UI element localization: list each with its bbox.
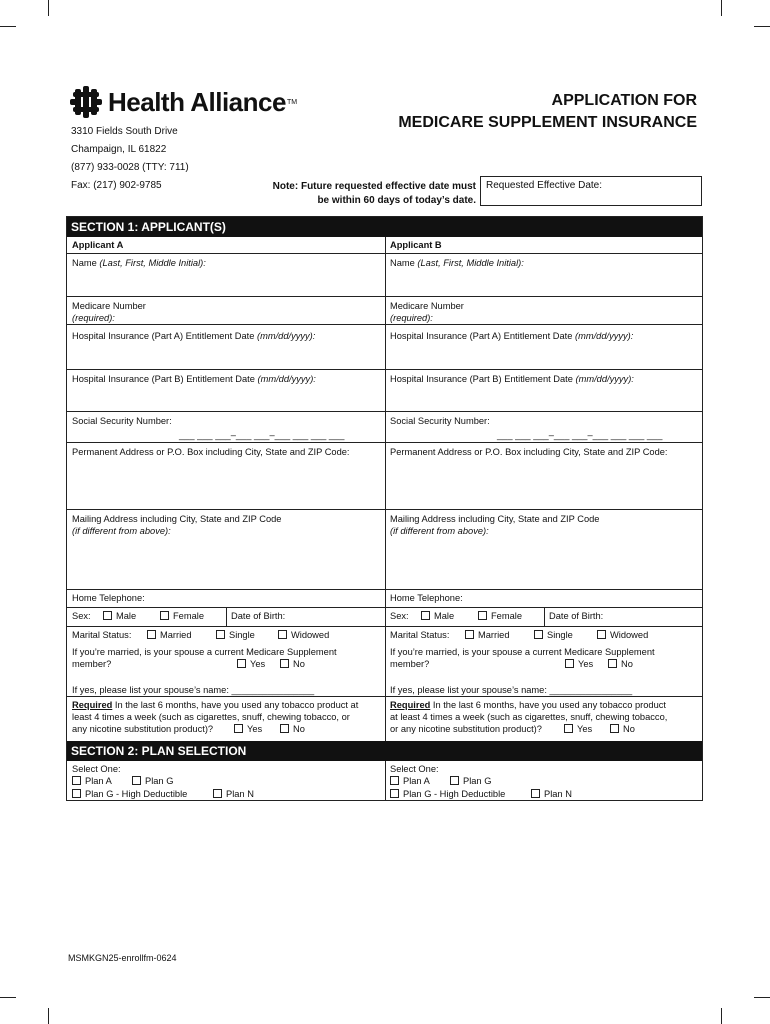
section1-header: SECTION 1: APPLICANT(S) [67,217,702,237]
required-label: Required [390,700,431,710]
applicant-a-medicare-field[interactable] [72,300,146,324]
applicant-b-permanent-address-field[interactable]: Permanent Address or P.O. Box including City, State and ZIP Code: [390,447,668,457]
checkbox-icon [278,630,287,639]
yes-label: Yes [247,724,263,734]
tobacco-line3: or any nicotine substitution product)? [390,724,542,734]
applicant-b-spouse-no-checkbox[interactable] [608,658,633,670]
female-label: Female [173,611,205,621]
column-divider [544,607,545,626]
applicant-b-married-checkbox[interactable] [465,629,510,641]
checkbox-icon [534,630,543,639]
section2-header: SECTION 2: PLAN SELECTION [67,741,702,761]
applicant-a-spouse-no-checkbox[interactable] [280,658,305,670]
checkbox-icon [280,724,289,733]
widowed-label: Widowed [291,630,330,640]
mailing-address-label: Mailing Address including City, State and ZIP Code [72,514,282,524]
applicant-b-part-a-field[interactable] [390,330,633,342]
tobacco-line1: In the last 6 months, have you used any tobacco product at [112,700,359,710]
medicare-label: Medicare Number [72,301,146,311]
yes-label: Yes [577,724,593,734]
crop-mark [721,1008,722,1024]
checkbox-icon [478,611,487,620]
note-line1: Note: Future requested effective date must [272,181,476,192]
married-label: Married [478,630,510,640]
applicant-a-marital-label: Marital Status: [72,630,132,640]
application-form [66,216,703,801]
page-title-line1: APPLICATION FOR [551,92,697,109]
applicant-b-home-phone-field[interactable]: Home Telephone: [390,593,463,603]
applicant-a-spouse-name-field[interactable]: If yes, please list your spouse’s name: ________________ [72,685,315,695]
crop-mark [754,997,770,998]
applicant-b-spouse-yes-checkbox[interactable] [565,658,593,670]
name-hint: (Last, First, Middle Initial): [99,258,206,268]
plan-b-select-label: Select One: [390,764,439,774]
applicant-a-plan-a-checkbox[interactable] [72,775,112,787]
crop-mark [0,26,16,27]
checkbox-icon [450,776,459,785]
health-alliance-mark-icon [70,86,102,118]
date-hint: (mm/dd/yyyy): [257,374,316,384]
note-line2: be within 60 days of today’s date. [317,195,476,206]
plan-g-hd-label: Plan G - High Deductible [403,789,506,799]
yes-label: Yes [250,659,266,669]
part-b-label: Hospital Insurance (Part B) Entitlement Date [72,374,255,384]
applicant-b-female-checkbox[interactable] [478,610,522,622]
part-b-label: Hospital Insurance (Part B) Entitlement Date [390,374,573,384]
applicant-a-home-phone-field[interactable]: Home Telephone: [72,593,145,603]
crop-mark [48,1008,49,1024]
requested-effective-date-field[interactable] [480,176,702,206]
required-label: Required [72,700,113,710]
applicant-b-marital-label: Marital Status: [390,630,450,640]
applicant-a-plan-g-hd-checkbox[interactable] [72,788,187,800]
applicant-b-plan-g-hd-checkbox[interactable] [390,788,505,800]
single-label: Single [547,630,573,640]
checkbox-icon [160,611,169,620]
applicant-a-widowed-checkbox[interactable] [278,629,329,641]
checkbox-icon [565,659,574,668]
date-hint: (mm/dd/yyyy): [575,331,634,341]
checkbox-icon [597,630,606,639]
applicant-a-spouse-yes-checkbox[interactable] [237,658,265,670]
plan-g-hd-label: Plan G - High Deductible [85,789,188,799]
checkbox-icon [610,724,619,733]
page-title-line2: MEDICARE SUPPLEMENT INSURANCE [398,114,697,131]
widowed-label: Widowed [610,630,649,640]
applicant-a-female-checkbox[interactable] [160,610,204,622]
crop-mark [0,997,16,998]
applicant-a-single-checkbox[interactable] [216,629,255,641]
checkbox-icon [237,659,246,668]
applicant-b-sex-label: Sex: [390,611,409,621]
applicant-b-single-checkbox[interactable] [534,629,573,641]
applicant-a-dob-field[interactable]: Date of Birth: [231,611,286,621]
plan-g-label: Plan G [145,776,174,786]
spouse-question-line2: member? [72,659,112,669]
yes-label: Yes [578,659,594,669]
applicant-a-ssn-label: Social Security Number: [72,416,172,426]
applicant-b-part-b-field[interactable] [390,373,634,385]
company-logo [70,86,297,118]
applicant-b-mailing-address-field[interactable] [390,513,599,537]
applicant-a-married-checkbox[interactable] [147,629,192,641]
address-line1: 3310 Fields South Drive [71,126,178,137]
applicant-b-name-field[interactable] [390,257,524,269]
applicant-a-plan-n-checkbox[interactable] [213,788,254,800]
checkbox-icon [103,611,112,620]
part-a-label: Hospital Insurance (Part A) Entitlement Date [390,331,573,341]
tobacco-line2: least 4 times a week (such as cigarettes, snuff, chewing tobacco, or [72,712,350,722]
no-label: No [623,724,635,734]
plan-n-label: Plan N [544,789,572,799]
applicant-a-mailing-address-field[interactable] [72,513,281,537]
spouse-question-line1: If you’re married, is your spouse a current Medicare Supplement [72,647,337,657]
applicant-a-ssn-field[interactable]: ___ ___ ___–___ ___–___ ___ ___ ___ [179,430,345,440]
checkbox-icon [390,776,399,785]
applicant-b-heading: Applicant B [390,240,442,250]
applicant-a-heading: Applicant A [72,240,124,250]
married-label: Married [160,630,192,640]
trademark: TM [286,98,298,106]
date-hint: (mm/dd/yyyy): [575,374,634,384]
date-hint: (mm/dd/yyyy): [257,331,316,341]
column-divider [385,761,386,801]
crop-mark [48,0,49,16]
applicant-b-plan-g-checkbox[interactable] [450,775,491,787]
medicare-hint: (required): [390,313,433,323]
plan-a-label: Plan A [403,776,430,786]
crop-mark [754,26,770,27]
no-label: No [621,659,633,669]
mailing-address-label: Mailing Address including City, State and ZIP Code [390,514,600,524]
checkbox-icon [132,776,141,785]
checkbox-icon [147,630,156,639]
checkbox-icon [213,789,222,798]
applicant-b-ssn-field[interactable]: ___ ___ ___–___ ___–___ ___ ___ ___ [497,430,663,440]
applicant-b-widowed-checkbox[interactable] [597,629,648,641]
address-line2: Champaign, IL 61822 [71,144,167,155]
mailing-address-hint: (if different from above): [72,526,171,536]
name-label: Name [390,258,415,268]
applicant-a-permanent-address-field[interactable]: Permanent Address or P.O. Box including City, State and ZIP Code: [72,447,350,457]
checkbox-icon [216,630,225,639]
plan-a-select-label: Select One: [72,764,121,774]
applicant-b-plan-n-checkbox[interactable] [531,788,572,800]
column-divider [385,237,386,741]
checkbox-icon [72,776,81,785]
column-divider [226,607,227,626]
applicant-a-sex-label: Sex: [72,611,91,621]
plan-n-label: Plan N [226,789,254,799]
applicant-b-plan-a-checkbox[interactable] [390,775,430,787]
checkbox-icon [72,789,81,798]
part-a-label: Hospital Insurance (Part A) Entitlement Date [72,331,255,341]
checkbox-icon [531,789,540,798]
applicant-a-tobacco-yes-checkbox[interactable] [234,723,262,735]
name-label: Name [72,258,97,268]
name-hint: (Last, First, Middle Initial): [417,258,524,268]
female-label: Female [491,611,523,621]
applicant-b-tobacco-no-checkbox[interactable] [610,723,635,735]
effective-date-note [230,180,476,208]
checkbox-icon [564,724,573,733]
plan-g-label: Plan G [463,776,492,786]
company-fax: Fax: (217) 902-9785 [71,180,162,191]
form-code: MSMKGN25-enrollfm-0624 [68,953,177,963]
applicant-b-dob-field[interactable]: Date of Birth: [549,611,604,621]
checkbox-icon [234,724,243,733]
company-phone: (877) 933-0028 (TTY: 711) [71,162,189,173]
mailing-address-hint: (if different from above): [390,526,489,536]
tobacco-line3: any nicotine substitution product)? [72,724,214,734]
applicant-b-spouse-name-field[interactable]: If yes, please list your spouse’s name: ________________ [390,685,633,695]
crop-mark [721,0,722,16]
applicant-b-male-checkbox[interactable] [421,610,454,622]
checkbox-icon [465,630,474,639]
applicant-a-tobacco-question [72,699,358,735]
applicant-a-tobacco-no-checkbox[interactable] [280,723,305,735]
medicare-label: Medicare Number [390,301,464,311]
tobacco-line2: at least 4 times a week (such as cigarettes, snuff, chewing tobacco, [390,712,668,722]
tobacco-line1: In the last 6 months, have you used any tobacco product [430,700,666,710]
applicant-b-medicare-field[interactable] [390,300,464,324]
applicant-b-ssn-label: Social Security Number: [390,416,490,426]
checkbox-icon [280,659,289,668]
applicant-a-plan-g-checkbox[interactable] [132,775,173,787]
applicant-a-part-b-field[interactable] [72,373,316,385]
spouse-question-line1: If you’re married, is your spouse a current Medicare Supplement [390,647,655,657]
no-label: No [293,724,305,734]
checkbox-icon [608,659,617,668]
checkbox-icon [421,611,430,620]
checkbox-icon [390,789,399,798]
no-label: No [293,659,305,669]
plan-a-label: Plan A [85,776,112,786]
male-label: Male [434,611,455,621]
applicant-a-name-field[interactable] [72,257,206,269]
company-name: Health Alliance [108,86,286,117]
applicant-a-part-a-field[interactable] [72,330,315,342]
single-label: Single [229,630,255,640]
requested-effective-date-label: Requested Effective Date: [486,180,602,191]
male-label: Male [116,611,137,621]
applicant-b-tobacco-yes-checkbox[interactable] [564,723,592,735]
applicant-a-male-checkbox[interactable] [103,610,136,622]
spouse-question-line2: member? [390,659,430,669]
medicare-hint: (required): [72,313,115,323]
